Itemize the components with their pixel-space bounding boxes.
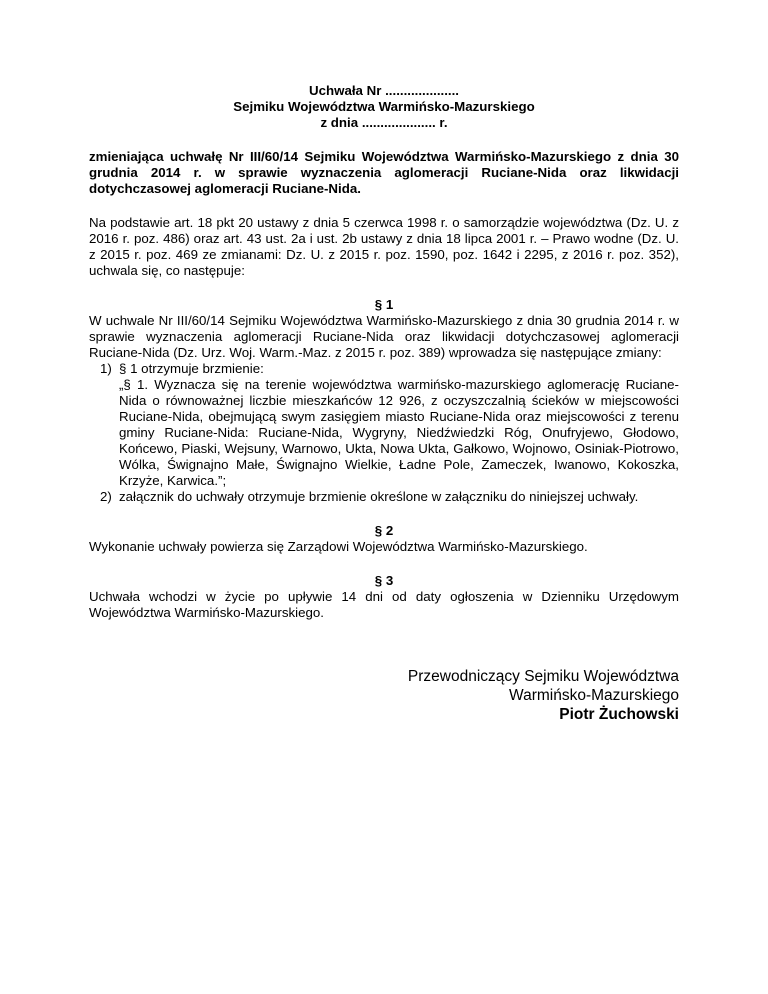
- document-page: [89, 83, 679, 621]
- signatory-title: Przewodniczący Sejmiku Województwa: [407, 668, 679, 685]
- resolution-number: Uchwała Nr ....................: [309, 83, 459, 98]
- section-1-mark: § 1: [374, 297, 394, 312]
- amendments-list: [89, 361, 679, 505]
- list-item-number: 2): [100, 489, 112, 504]
- resolution-subject: zmieniająca uchwałę Nr III/60/14 Sejmiku Województwa Warmińsko-Mazurskiego z dnia 30 grudnia 2014 r. w sprawie wyznaczenia aglomeracji Ruciane-Nida oraz likwidacji dotychczasowej aglomeracji Ruciane-Nida.: [89, 149, 679, 196]
- resolution-date: z dnia .................... r.: [320, 115, 448, 130]
- section-3-text: Uchwała wchodzi w życie po upływie 14 dni od daty ogłoszenia w Dzienniku Urzędowym Województwa Warmińsko-Mazurskiego.: [89, 589, 679, 620]
- resolution-header: [89, 83, 679, 131]
- list-item: [89, 361, 679, 489]
- list-item-number: 1): [100, 361, 112, 376]
- list-item-text: § 1 otrzymuje brzmienie:: [119, 361, 264, 376]
- signature-block: [380, 667, 679, 724]
- legal-basis-preamble: Na podstawie art. 18 pkt 20 ustawy z dnia 5 czerwca 1998 r. o samorządzie województwa (Dz. U. z 2016 r. poz. 486) oraz art. 43 ust. 2a i ust. 2b ustawy z dnia 18 lipca 2001 r. – Prawo wodne (Dz. U. z 2015 r. poz. 469 ze zmianami: Dz. U. z 2015 r. poz. 1590, poz. 1642 i 2295, z 2016 r. poz. 352), uchwala się, co następuje:: [89, 215, 679, 278]
- section-2-text: Wykonanie uchwały powierza się Zarządowi Województwa Warmińsko-Mazurskiego.: [89, 539, 588, 554]
- section-2-mark: § 2: [374, 523, 394, 538]
- section-1-intro: W uchwale Nr III/60/14 Sejmiku Województwa Warmińsko-Mazurskiego z dnia 30 grudnia 2014 r. w sprawie wyznaczenia aglomeracji Ruciane-Nida oraz likwidacji dotychczasowej aglomeracji Ruciane-Nida (Dz. Urz. Woj. Warm.-Maz. z 2015 r. poz. 389) wprowadza się następujące zmiany:: [89, 313, 679, 360]
- resolution-issuer: Sejmiku Województwa Warmińsko-Mazurskiego: [233, 99, 535, 114]
- signatory-body: Warmińsko-Mazurskiego: [509, 687, 679, 704]
- list-item-text: załącznik do uchwały otrzymuje brzmienie określone w załączniku do niniejszej uchwały.: [119, 489, 639, 504]
- section-3-mark: § 3: [374, 573, 394, 588]
- signatory-name: Piotr Żuchowski: [559, 706, 679, 723]
- quoted-provision: „§ 1. Wyznacza się na terenie województwa warmińsko-mazurskiego aglomerację Ruciane-Nida o równoważnej liczbie mieszkańców 12 926, z oczyszczalnią ścieków w miejscowości Ruciane-Nida, obejmującą swym zasięgiem miasto Ruciane-Nida oraz miejscowości z terenu gminy Ruciane-Nida: Ruciane-Nida, Wygryny, Niedźwiedzki Róg, Onufryjewo, Głodowo, Końcewo, Piaski, Wejsuny, Warnowo, Ukta, Nowa Ukta, Gałkowo, Wojnowo, Osiniak-Piotrowo, Wólka, Śwignajno Małe, Śwignajno Wielkie, Ładne Pole, Zameczek, Iwanowo, Kokoszka, Krzyże, Karwica.”;: [119, 377, 679, 488]
- list-item: [89, 489, 679, 505]
